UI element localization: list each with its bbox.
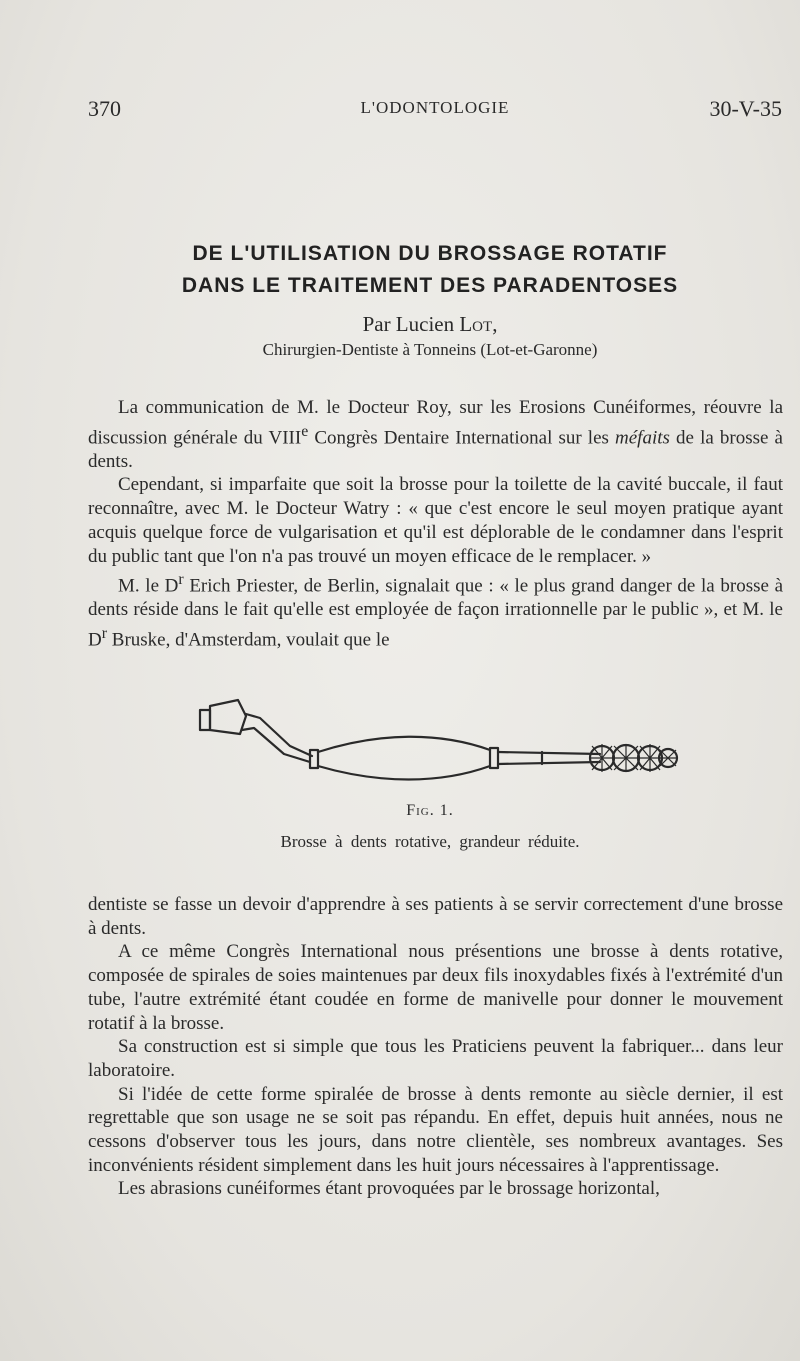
paragraph-2: Cependant, si imparfaite que soit la brosse pour la toilette de la cavité buccale, il faut reconnaître, avec M. le Docteur Watry : « que c'est encore le seul moyen pratique ayant acquis quelque force de vulgarisation et qu'il est déplorable de le condamner dans l'esprit du public tant que l'on n'a pas trouvé un moyen efficace de le remplacer. » (88, 474, 783, 567)
paragraph-7: Les abrasions cunéiformes étant provoquées par le brossage horizontal, (118, 1178, 660, 1200)
journal-title: L'ODONTOLOGIE (360, 98, 510, 117)
toothbrush-illustration (190, 690, 690, 785)
article-title (80, 238, 780, 302)
paragraph-continuation: dentiste se fasse un devoir d'apprendre à ses patients à se servir correctement d'une brosse à dents. (88, 894, 783, 939)
title-line-1: DE L'UTILISATION DU BROSSAGE ROTATIF (192, 242, 668, 265)
body-text-after-figure (88, 893, 783, 1201)
superscript: r (178, 571, 184, 589)
title-line-2: DANS LE TRAITEMENT DES PARADENTOSES (181, 274, 679, 297)
paragraph-3-text-3: Bruske, d'Amsterdam, voulait que le (107, 629, 390, 651)
figure-label (80, 802, 780, 820)
paragraph-6: Si l'idée de cette forme spiralée de brosse à dents remonte au siècle dernier, il est regrettable que son usage ne se soit pas répandu. En effet, depuis huit années, nous ne cessons d'observer tous les jours, dans notre clientèle, ses nombreux avantages. Ses inconvénients résident simplement dans les huit jours nécessaires à l'apprentissage. (88, 1083, 783, 1176)
author-affiliation: Chirurgien-Dentiste à Tonneins (Lot-et-Garonne) (262, 340, 598, 359)
paragraph-3 (88, 568, 783, 652)
page-number: 370 (88, 96, 121, 121)
author-suffix: , (492, 312, 498, 336)
paragraph-5: Sa construction est si simple que tous les Praticiens peuvent la fabriquer... dans leur laboratoire. (88, 1036, 783, 1081)
author-prefix: Par Lucien (362, 312, 460, 336)
running-head (88, 96, 782, 126)
emphasis: méfaits (615, 427, 670, 449)
handle-cap (200, 710, 210, 730)
paragraph-3-text-2: Erich Priester, de Berlin, signalait que : « le plus grand danger de la brosse à dents réside dans le fait qu'elle est employée de façon irrationnelle par le public », et M. le D (88, 575, 784, 651)
superscript: r (101, 624, 108, 642)
handle-knob (210, 700, 246, 734)
figure-rotary-toothbrush (190, 690, 690, 785)
paragraph-1-text-3: de la brosse à dents. (88, 427, 783, 472)
paragraph-4: A ce même Congrès International nous présentions une brosse à dents rotative, composée de spirales de soies maintenues par deux fils inoxydables fixés à l'extrémité d'un tube, l'autre extrémité étant coudée en forme de manivelle pour donner le mouvement rotatif à la brosse. (88, 941, 783, 1034)
paragraph-1-text: La communication de M. le Docteur Roy, sur les Erosions Cunéiformes, réouvre la discussion générale du VIII (88, 397, 783, 449)
superscript: e (301, 422, 309, 440)
body-text-before-figure (88, 396, 783, 652)
handle-body (318, 737, 490, 752)
paragraph-1-text-2: Congrès Dentaire International sur les (308, 427, 616, 449)
figure-caption: Brosse à dents rotative, grandeur réduite. (280, 832, 580, 851)
author-surname: Lot (459, 312, 493, 336)
paragraph-3-text: M. le D (118, 575, 179, 597)
figure-label-number: 1. (439, 802, 454, 819)
issue-date: 30-V-35 (709, 96, 782, 121)
author-line (80, 312, 780, 337)
figure-label-prefix: Fig. (406, 802, 440, 819)
paragraph-1 (88, 396, 783, 473)
